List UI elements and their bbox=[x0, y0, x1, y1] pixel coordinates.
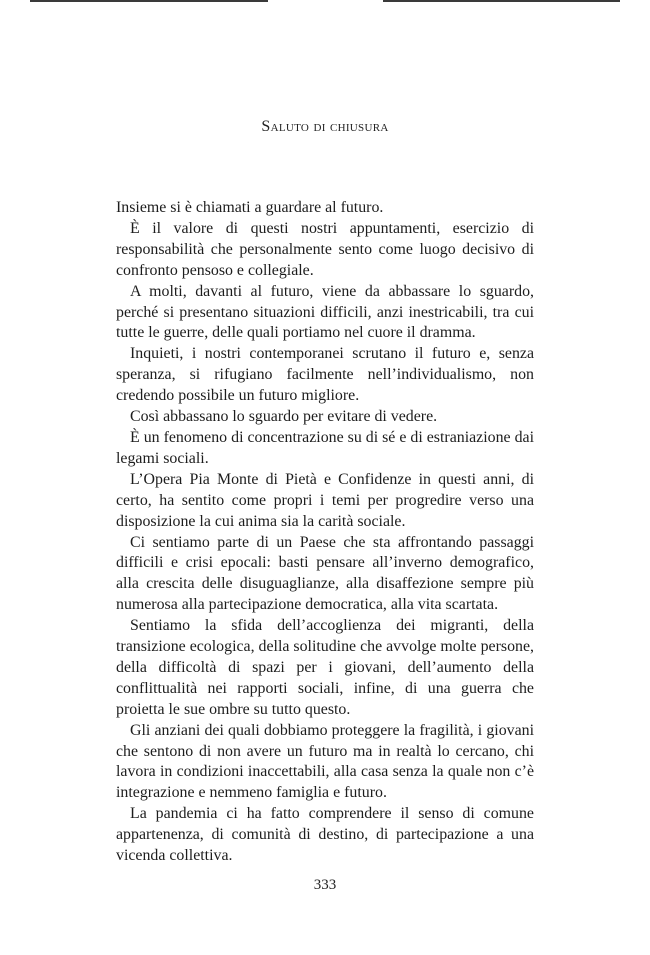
paragraph: Gli anziani dei quali dobbiamo proteggere la fragilità, i giovani che sentono di non avere un futuro ma in realtà lo cercano, chi lavora in condizioni inaccettabili, alla casa senza la quale non c’è integrazione e nemmeno famiglia e futuro. bbox=[116, 721, 534, 802]
paragraph: A molti, davanti al futuro, viene da abbassare lo sguardo, perché si presentano situazioni difficili, anzi inestricabili, tra cui tutte le guerre, delle quali portiamo nel cuore il dramma. bbox=[116, 282, 534, 342]
page-number: 333 bbox=[313, 877, 337, 893]
paragraph: L’Opera Pia Monte di Pietà e Confidenze in questi anni, di certo, ha sentito come propri i temi per progredire verso una disposizione la cui anima sia la carità sociale. bbox=[116, 470, 534, 530]
paragraph: Inquieti, i nostri contemporanei scrutano il futuro e, senza speranza, si rifugiano facilmente nell’individualismo, non credendo possibile un futuro migliore. bbox=[116, 345, 534, 405]
header-rule-right bbox=[383, 0, 620, 2]
paragraph: È un fenomeno di concentrazione su di sé e di estraniazione dai legami sociali. bbox=[116, 428, 534, 467]
body-text bbox=[116, 198, 534, 867]
paragraph: Sentiamo la sfida dell’accoglienza dei migranti, della transizione ecologica, della solitudine che avvolge molte persone, della difficoltà di spazi per i giovani, dell’aumento della conflittualità nei rapporti sociali, infine, di una guerra che proietta le sue ombre su tutto questo. bbox=[116, 617, 534, 718]
paragraph: La pandemia ci ha fatto comprendere il senso di comune appartenenza, di comunità di destino, di partecipazione a una vicenda collettiva. bbox=[116, 805, 534, 865]
paragraph: Ci sentiamo parte di un Paese che sta affrontando passaggi difficili e crisi epocali: basti pensare all’inverno demografico, alla crescita delle disuguaglianze, alla disaffezione sempre più numerosa alla partecipazione democratica, alla vita scartata. bbox=[116, 533, 534, 614]
paragraph: Così abbassano lo sguardo per evitare di vedere. bbox=[130, 408, 438, 426]
chapter-title: Saluto di chiusura bbox=[261, 118, 389, 135]
paragraph: Insieme si è chiamati a guardare al futuro. bbox=[116, 199, 384, 216]
header-rule-left bbox=[30, 0, 268, 2]
paragraph: È il valore di questi nostri appuntamenti, esercizio di responsabilità che personalmente sento come luogo decisivo di confronto pensoso e collegiale. bbox=[116, 219, 534, 279]
